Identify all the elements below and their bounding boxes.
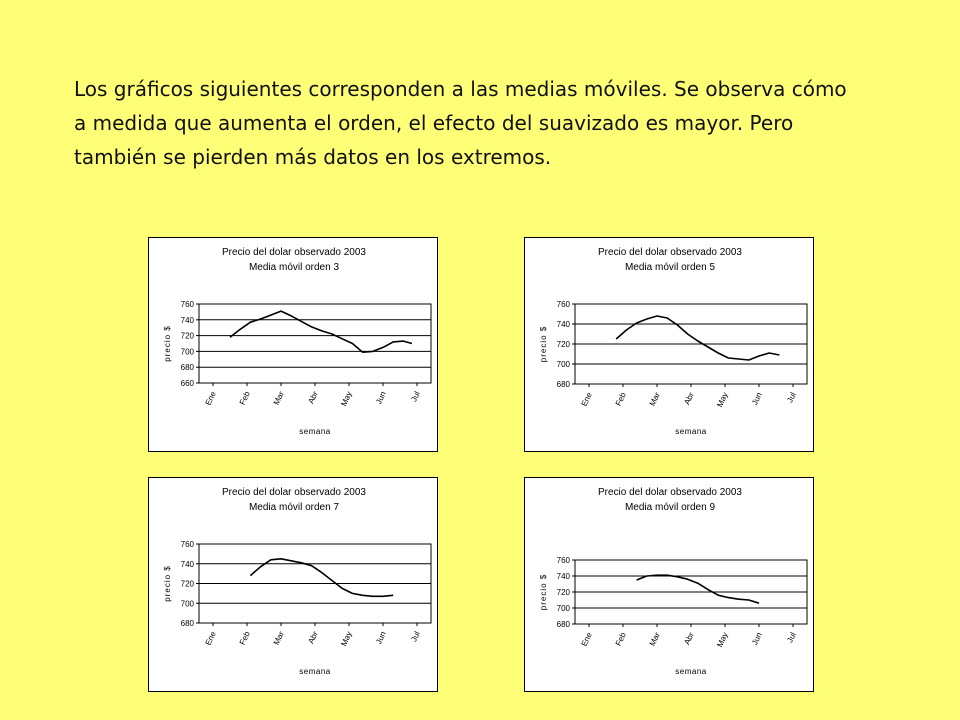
- x-tick-label: Ene: [579, 631, 594, 648]
- x-tick-label: Jun: [374, 630, 388, 646]
- series-line: [637, 575, 759, 603]
- x-tick-label: Jul: [785, 391, 798, 405]
- y-tick-label: 700: [180, 599, 194, 609]
- x-tick-label: Jun: [750, 631, 764, 647]
- x-tick-label: Mar: [647, 631, 662, 648]
- chart-title: Precio del dolar observado 2003: [222, 487, 366, 498]
- chart-title: Precio del dolar observado 2003: [598, 247, 742, 258]
- y-axis-label: precio $: [163, 565, 172, 602]
- x-tick-label: Mar: [647, 391, 662, 408]
- x-axis-label: semana: [675, 427, 707, 436]
- y-axis-label: precio $: [539, 325, 548, 363]
- x-tick-label: Mar: [271, 390, 286, 407]
- x-axis-label: semana: [675, 667, 707, 676]
- y-tick-label: 740: [180, 315, 194, 325]
- x-tick-label: Abr: [306, 630, 320, 646]
- x-tick-label: Jul: [409, 390, 422, 404]
- y-tick-label: 760: [556, 300, 570, 309]
- y-axis-label: precio $: [163, 325, 172, 362]
- chart-subtitle: Media móvil orden 5: [624, 262, 716, 273]
- x-tick-label: Abr: [682, 631, 696, 647]
- x-tick-label: Abr: [306, 390, 320, 406]
- y-tick-label: 720: [556, 340, 570, 349]
- y-tick-label: 680: [180, 619, 194, 628]
- x-axis-label: semana: [299, 427, 331, 436]
- chart-svg: [525, 478, 813, 691]
- chart-subtitle: Media móvil orden 7: [248, 502, 340, 513]
- y-tick-label: 680: [180, 363, 194, 373]
- y-tick-label: 740: [556, 572, 570, 581]
- x-tick-label: Ene: [203, 630, 218, 647]
- series-line: [250, 559, 393, 597]
- x-tick-label: Mar: [271, 630, 286, 647]
- x-axis-label: semana: [299, 667, 331, 676]
- chart-subtitle: Media móvil orden 9: [624, 502, 716, 513]
- x-tick-label: May: [339, 390, 354, 408]
- chart-svg: [525, 238, 813, 451]
- chart-moving-average-order-9: [524, 477, 814, 692]
- y-tick-label: 720: [180, 331, 194, 341]
- y-tick-label: 740: [556, 320, 570, 329]
- x-tick-label: Ene: [203, 390, 218, 407]
- y-tick-label: 700: [180, 347, 194, 357]
- intro-paragraph: Los gráficos siguientes corresponden a las medias móviles. Se observa cómo a medida que aumenta el orden, el efecto del suavizado es mayor. Pero también se pierden más datos en los extremos.: [74, 77, 847, 169]
- x-tick-label: May: [339, 630, 354, 648]
- x-tick-label: Feb: [237, 390, 252, 407]
- y-tick-label: 700: [556, 604, 570, 613]
- chart-title: Precio del dolar observado 2003: [222, 247, 366, 258]
- y-tick-label: 720: [556, 588, 570, 597]
- y-tick-label: 700: [556, 360, 570, 369]
- plot-area-border: [199, 304, 431, 383]
- x-tick-label: May: [715, 631, 730, 649]
- y-tick-label: 760: [180, 540, 194, 549]
- x-tick-label: Ene: [579, 391, 594, 408]
- y-axis-label: precio $: [539, 573, 548, 611]
- chart-moving-average-order-7: [148, 477, 438, 692]
- y-tick-label: 680: [556, 380, 570, 389]
- chart-svg: [149, 238, 437, 451]
- chart-moving-average-order-5: [524, 237, 814, 452]
- x-tick-label: Feb: [237, 630, 252, 647]
- x-tick-label: Jul: [409, 630, 422, 644]
- y-tick-label: 720: [180, 579, 194, 589]
- chart-svg: [149, 478, 437, 691]
- y-tick-label: 680: [556, 620, 570, 629]
- chart-subtitle: Media móvil orden 3: [248, 262, 340, 273]
- y-tick-label: 740: [180, 559, 194, 569]
- x-tick-label: Feb: [613, 391, 628, 408]
- y-tick-label: 760: [556, 556, 570, 565]
- x-tick-label: Abr: [682, 391, 696, 407]
- y-tick-label: 760: [180, 300, 194, 309]
- chart-moving-average-order-3: [148, 237, 438, 452]
- chart-title: Precio del dolar observado 2003: [598, 487, 742, 498]
- x-tick-label: Jun: [374, 390, 388, 406]
- x-tick-label: Jul: [785, 631, 798, 645]
- x-tick-label: Feb: [613, 631, 628, 648]
- series-line: [616, 316, 779, 360]
- y-tick-label: 660: [180, 379, 194, 388]
- series-line: [230, 311, 412, 352]
- x-tick-label: May: [715, 391, 730, 409]
- x-tick-label: Jun: [750, 391, 764, 407]
